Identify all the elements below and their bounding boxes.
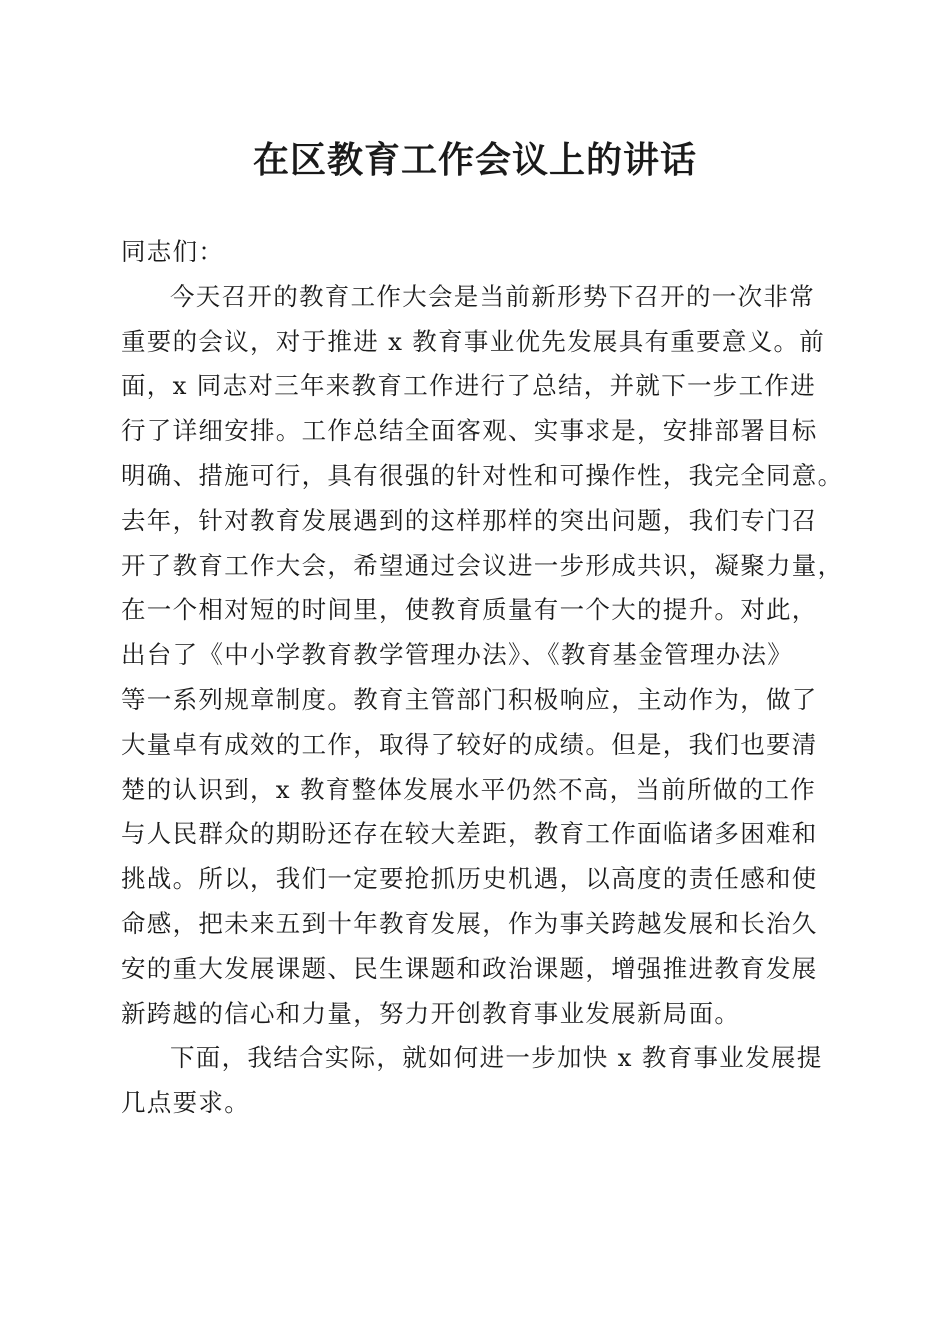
text-line: 面，x 同志对三年来教育工作进行了总结，并就下一步工作进 xyxy=(121,371,817,401)
paragraph-lines xyxy=(121,275,844,1126)
text-line: 楚的认识到，x 教育整体发展水平仍然不高，当前所做的工作 xyxy=(121,774,817,804)
document-title: 在区教育工作会议上的讲话 xyxy=(252,139,697,181)
salutation: 同志们： xyxy=(121,237,225,266)
text-line: 今天召开的教育工作大会是当前新形势下召开的一次非常 xyxy=(170,281,815,311)
text-line: 去年，针对教育发展遇到的这样那样的突出问题，我们专门召 xyxy=(121,505,818,535)
text-line: 安的重大发展课题、民生课题和政治课题，增强推进教育发展 xyxy=(121,953,818,983)
text-line: 大量卓有成效的工作，取得了较好的成绩。但是，我们也要清 xyxy=(121,729,818,759)
text-line: 新跨越的信心和力量，努力开创教育事业发展新局面。 xyxy=(121,998,741,1028)
document-body xyxy=(121,230,844,1126)
text-line: 明确、措施可行，具有很强的针对性和可操作性，我完全同意。 xyxy=(121,460,844,490)
text-line: 等一系列规章制度。教育主管部门积极响应，主动作为，做了 xyxy=(121,684,818,714)
text-line: 重要的会议，对于推进 x 教育事业优先发展具有重要意义。前 xyxy=(121,326,826,356)
text-line: 出台了《中小学教育教学管理办法》、《教育基金管理办法》 xyxy=(121,640,794,670)
text-line: 在一个相对短的时间里，使教育质量有一个大的提升。对此， xyxy=(121,595,818,625)
text-line: 几点要求。 xyxy=(121,1088,250,1118)
text-line: 开了教育工作大会，希望通过会议进一步形成共识，凝聚力量， xyxy=(121,550,844,580)
text-line: 行了详细安排。工作总结全面客观、实事求是，安排部署目标 xyxy=(121,416,818,446)
text-line: 与人民群众的期盼还存在较大差距，教育工作面临诸多困难和 xyxy=(121,819,818,849)
text-line: 挑战。所以，我们一定要抢抓历史机遇，以高度的责任感和使 xyxy=(121,864,818,894)
text-line: 命感，把未来五到十年教育发展，作为事关跨越发展和长治久 xyxy=(121,908,818,938)
text-line: 下面，我结合实际，就如何进一步加快 x 教育事业发展提 xyxy=(170,1043,823,1073)
